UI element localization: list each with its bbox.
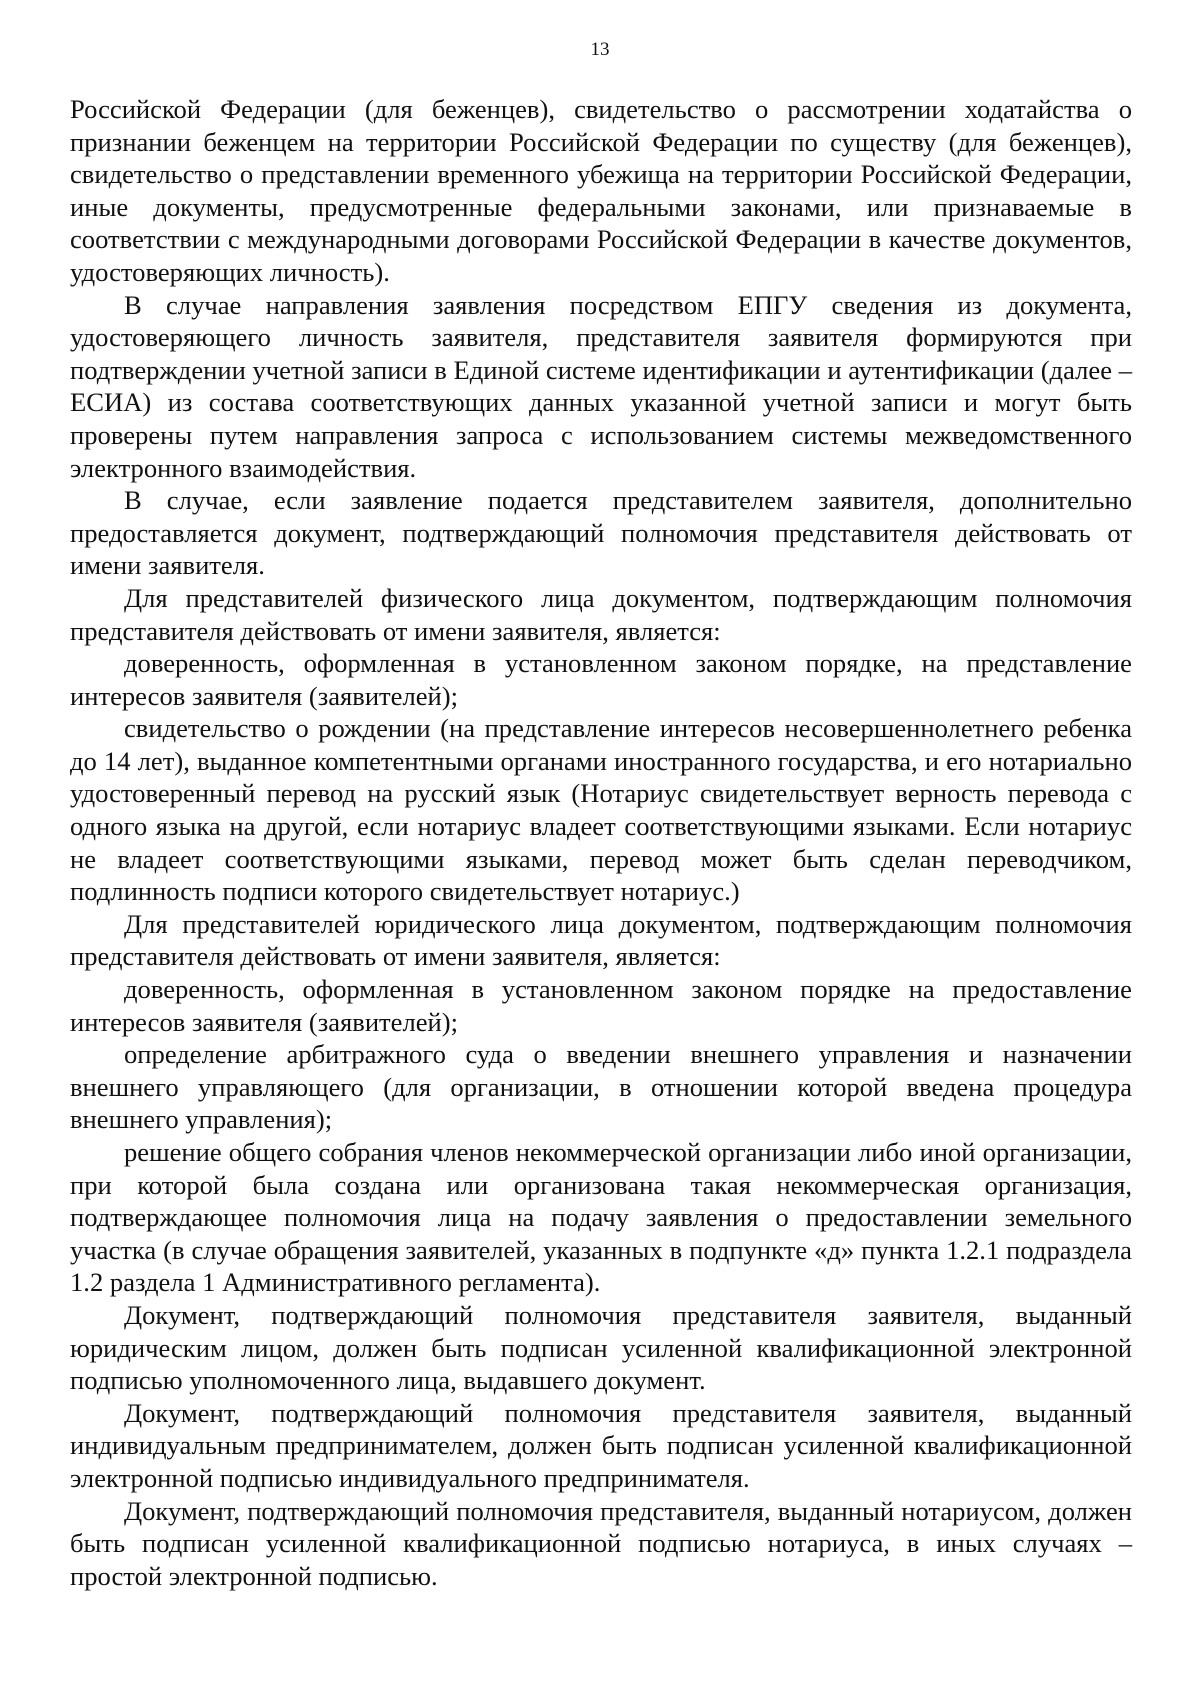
paragraph: Документ, подтверждающий полномочия представителя, выданный нотариусом, должен быть подписан усиленной квалификационной подписью нотариуса, в иных случаях – простой электронной подписью.	[70, 1495, 1132, 1591]
paragraph: доверенность, оформленная в установленном законом порядке на предоставление интересов заявителя (заявителей);	[70, 974, 1132, 1037]
document-body	[70, 93, 1132, 1592]
paragraph: определение арбитражного суда о введении внешнего управления и назначении внешнего управляющего (для организации, в отношении которой введена процедура внешнего управления);	[70, 1039, 1132, 1135]
page-number: 13	[590, 39, 610, 60]
paragraph: В случае, если заявление подается представителем заявителя, дополнительно предоставляется документ, подтверждающий полномочия представителя действовать от имени заявителя.	[70, 485, 1132, 581]
paragraph: Для представителей юридического лица документом, подтверждающим полномочия представителя действовать от имени заявителя, является:	[70, 908, 1132, 972]
paragraph: Для представителей физического лица документом, подтверждающим полномочия представителя действовать от имени заявителя, является:	[70, 582, 1132, 646]
paragraph: Российской Федерации (для беженцев), свидетельство о рассмотрении ходатайства о признании беженцем на территории Российской Федерации по существу (для беженцев), свидетельство о представлении временного убежища на территории Российской Федерации, иные документы, предусмотренные федеральными законами, или признаваемые в соответствии с международными договорами Российской Федерации в качестве документов, удостоверяющих личность).	[70, 94, 1132, 287]
paragraph: Документ, подтверждающий полномочия представителя заявителя, выданный индивидуальным предпринимателем, должен быть подписан усиленной квалификационной электронной подписью индивидуального предпринимателя.	[70, 1397, 1132, 1493]
paragraph: В случае направления заявления посредством ЕПГУ сведения из документа, удостоверяющего личность заявителя, представителя заявителя формируются при подтверждении учетной записи в Единой системе идентификации и аутентификации (далее – ЕСИА) из состава соответствующих данных указанной учетной записи и могут быть проверены путем направления запроса с использованием системы межведомственного электронного взаимодействия.	[70, 289, 1132, 483]
paragraph: свидетельство о рождении (на представление интересов несовершеннолетнего ребенка до 14 лет), выданное компетентными органами иностранного государства, и его нотариально удостоверенный перевод на русский язык (Нотариус свидетельствует верность перевода с одного языка на другой, если нотариус владеет соответствующими языками. Если нотариус не владеет соответствующими языками, перевод может быть сделан переводчиком, подлинность подписи которого свидетельствует нотариус.)	[70, 713, 1132, 907]
paragraph: доверенность, оформленная в установленном законом порядке, на представление интересов заявителя (заявителей);	[70, 648, 1132, 711]
paragraph: Документ, подтверждающий полномочия представителя заявителя, выданный юридическим лицом, должен быть подписан усиленной квалификационной электронной подписью уполномоченного лица, выдавшего документ.	[70, 1299, 1132, 1396]
paragraph: решение общего собрания членов некоммерческой организации либо иной организации, при которой была создана или организована такая некоммерческая организация, подтверждающее полномочия лица на подачу заявления о предоставлении земельного участка (в случае обращения заявителей, указанных в подпункте «д» пункта 1.2.1 подраздела 1.2 раздела 1 Административного регламента).	[70, 1137, 1132, 1298]
